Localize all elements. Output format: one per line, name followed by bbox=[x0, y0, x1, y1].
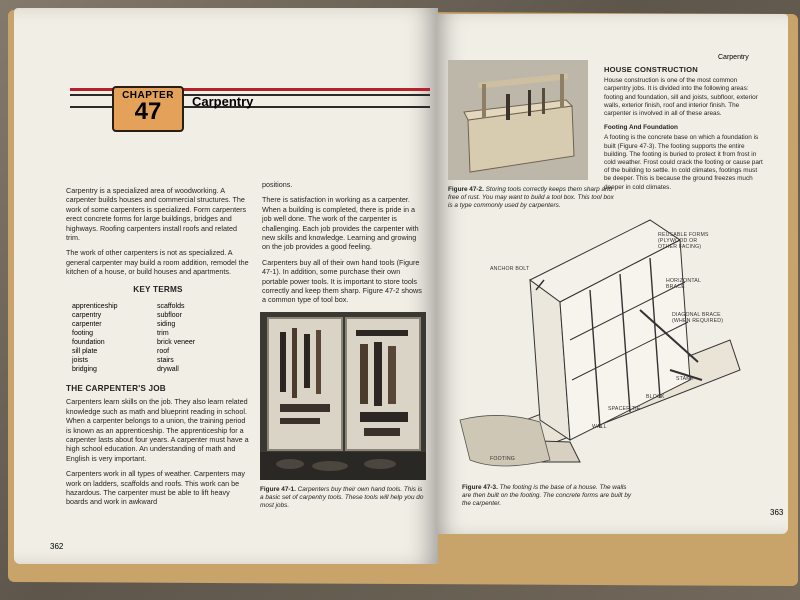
satisfaction-paragraph: There is satisfaction in working as a carpenter. When a building is completed, there is pride in a job well done. The work of the carpenter is challenging. Each job provides the carpenter with new skills and knowledge. Learning and growing on the job provides a good feeling. bbox=[262, 195, 419, 252]
key-term: scaffolds bbox=[157, 303, 185, 310]
label-block: BLOCK bbox=[646, 394, 665, 400]
label-footing: FOOTING bbox=[490, 456, 516, 462]
left-column-1-lower bbox=[66, 384, 252, 513]
right-column-text bbox=[604, 66, 764, 198]
running-head: Carpentry bbox=[718, 54, 749, 61]
hand-tools-paragraph: Carpenters buy all of their own hand tools (Figure 47-1). In addition, some purchase their own portable power tools. It is important to store tools correctly and keep them sharp. Figure 47-2 shows a common type of tool box. bbox=[262, 257, 422, 305]
carpenters-job-heading: THE CARPENTER'S JOB bbox=[66, 384, 166, 393]
figure-47-3-caption bbox=[462, 484, 632, 508]
key-term: siding bbox=[157, 321, 176, 328]
key-term: footing bbox=[72, 330, 94, 337]
key-term: bridging bbox=[72, 366, 97, 373]
right-page-number: 363 bbox=[770, 508, 784, 517]
positions-text: positions. bbox=[262, 180, 293, 189]
left-column-2 bbox=[262, 180, 422, 311]
key-terms-row bbox=[72, 347, 242, 356]
key-term: drywall bbox=[157, 366, 179, 373]
key-terms-row bbox=[72, 365, 242, 374]
job-paragraph-2: Carpenters work in all types of weather. Carpenters may work on ladders, scaffolds and roofs. This work can be hazardous. The carpenter must be able to lift heavy boards and work in awkward bbox=[66, 469, 245, 507]
chapter-word: CHAPTER bbox=[122, 90, 174, 101]
key-term: apprenticeship bbox=[72, 303, 118, 310]
chapter-number-box bbox=[112, 86, 184, 132]
figure-47-1-caption bbox=[260, 486, 426, 510]
key-term: stairs bbox=[157, 357, 174, 364]
label-wall: WALL bbox=[592, 424, 607, 430]
key-term: foundation bbox=[72, 339, 105, 346]
key-terms-heading: KEY TERMS bbox=[133, 284, 183, 294]
key-term: subfloor bbox=[157, 312, 182, 319]
label-spacer-tie: SPACER TIE bbox=[608, 406, 641, 412]
key-terms-row bbox=[72, 320, 242, 329]
figure-47-3-diagram bbox=[440, 210, 760, 490]
label-reusable-forms: REUSABLE FORMS (PLYWOOD OR OTHER FACING) bbox=[658, 232, 709, 250]
house-construction-heading: HOUSE CONSTRUCTION bbox=[604, 65, 698, 74]
figure-47-1-photo bbox=[260, 312, 426, 480]
label-stake: STAKE bbox=[676, 376, 694, 382]
figure-47-3-caption-text: The footing is the base of a house. The walls are then built on the footing. The concrete forms are built by the carpenter. bbox=[462, 484, 632, 507]
figure-47-2-photo bbox=[448, 60, 588, 180]
job-paragraph-1: Carpenters learn skills on the job. They also learn related knowledge such as math and blueprint reading in school. When a carpenter belongs to a union, the training period is known as an apprenticeship. The apprenticeship for a carpenter lasts about four years. A carpenter must have a high school education. An understanding of math and English is very important. bbox=[66, 397, 249, 463]
footing-paragraph: A footing is the concrete base on which a foundation is built (Figure 47-3). The footing supports the entire building. The footing is buried to protect it from frost in cold weather. Frost could crack the footing or cause part of the building to settle. In cold climates, footings must be deeper. This is because the ground freezes much deeper in cold climates. bbox=[604, 134, 763, 191]
footing-foundation-subheading: Footing And Foundation bbox=[604, 124, 678, 132]
key-terms-row bbox=[72, 356, 242, 365]
chapter-title: Carpentry bbox=[192, 94, 254, 109]
house-construction-paragraph: House construction is one of the most common carpentry jobs. It is divided into the following areas: footing and foundation, sill and joists, subfloor, exterior walls, exterior finish, roof and interior finish. The carpenter is involved in all of these areas. bbox=[604, 77, 758, 118]
key-term: sill plate bbox=[72, 348, 98, 355]
figure-47-2-caption-text: Storing tools correctly keeps them sharp and free of rust. You may want to build a tool box. This tool box is a type commonly used by carpenters. bbox=[448, 186, 614, 209]
key-terms-list bbox=[72, 302, 242, 374]
figure-47-2-label: Figure 47-2. bbox=[448, 186, 484, 193]
label-diagonal-brace: DIAGONAL BRACE (WHEN REQUIRED) bbox=[672, 312, 724, 324]
key-terms-row bbox=[72, 338, 242, 347]
figure-47-3-label: Figure 47-3. bbox=[462, 484, 498, 491]
chapter-number: 47 bbox=[134, 98, 162, 125]
key-term: trim bbox=[157, 330, 169, 337]
key-term: roof bbox=[157, 348, 170, 355]
label-horizontal-brace: HORIZONTAL BRACE bbox=[666, 278, 702, 290]
key-term: carpentry bbox=[72, 312, 102, 319]
key-terms-row bbox=[72, 311, 242, 320]
key-term: brick veneer bbox=[157, 339, 196, 346]
label-anchor-bolt: ANCHOR BOLT bbox=[490, 266, 530, 272]
intro-paragraph-1: Carpentry is a specialized area of woodworking. A carpenter builds houses and commercial structures. The work of some carpenters is specialized. Form carpenters erect concrete forms for large buildings, bridges and highways. Roofing carpenters install roofs and related trim. bbox=[66, 186, 247, 243]
intro-paragraph-2: The work of other carpenters is not as specialized. A general carpenter may build a room addition, remodel the kitchen of a house, or build houses and apartments. bbox=[66, 248, 249, 277]
key-term: carpenter bbox=[72, 321, 102, 328]
figure-47-1-caption-text: Carpenters buy their own hand tools. This is a basic set of carpentry tools. These tools will help you do most jobs. bbox=[260, 486, 424, 509]
key-terms-row bbox=[72, 329, 242, 338]
left-page-number: 362 bbox=[50, 542, 64, 551]
figure-47-1-label: Figure 47-1. bbox=[260, 486, 296, 493]
key-terms-row bbox=[72, 302, 242, 311]
key-term: joists bbox=[72, 357, 88, 364]
figure-47-2-caption bbox=[448, 186, 614, 210]
